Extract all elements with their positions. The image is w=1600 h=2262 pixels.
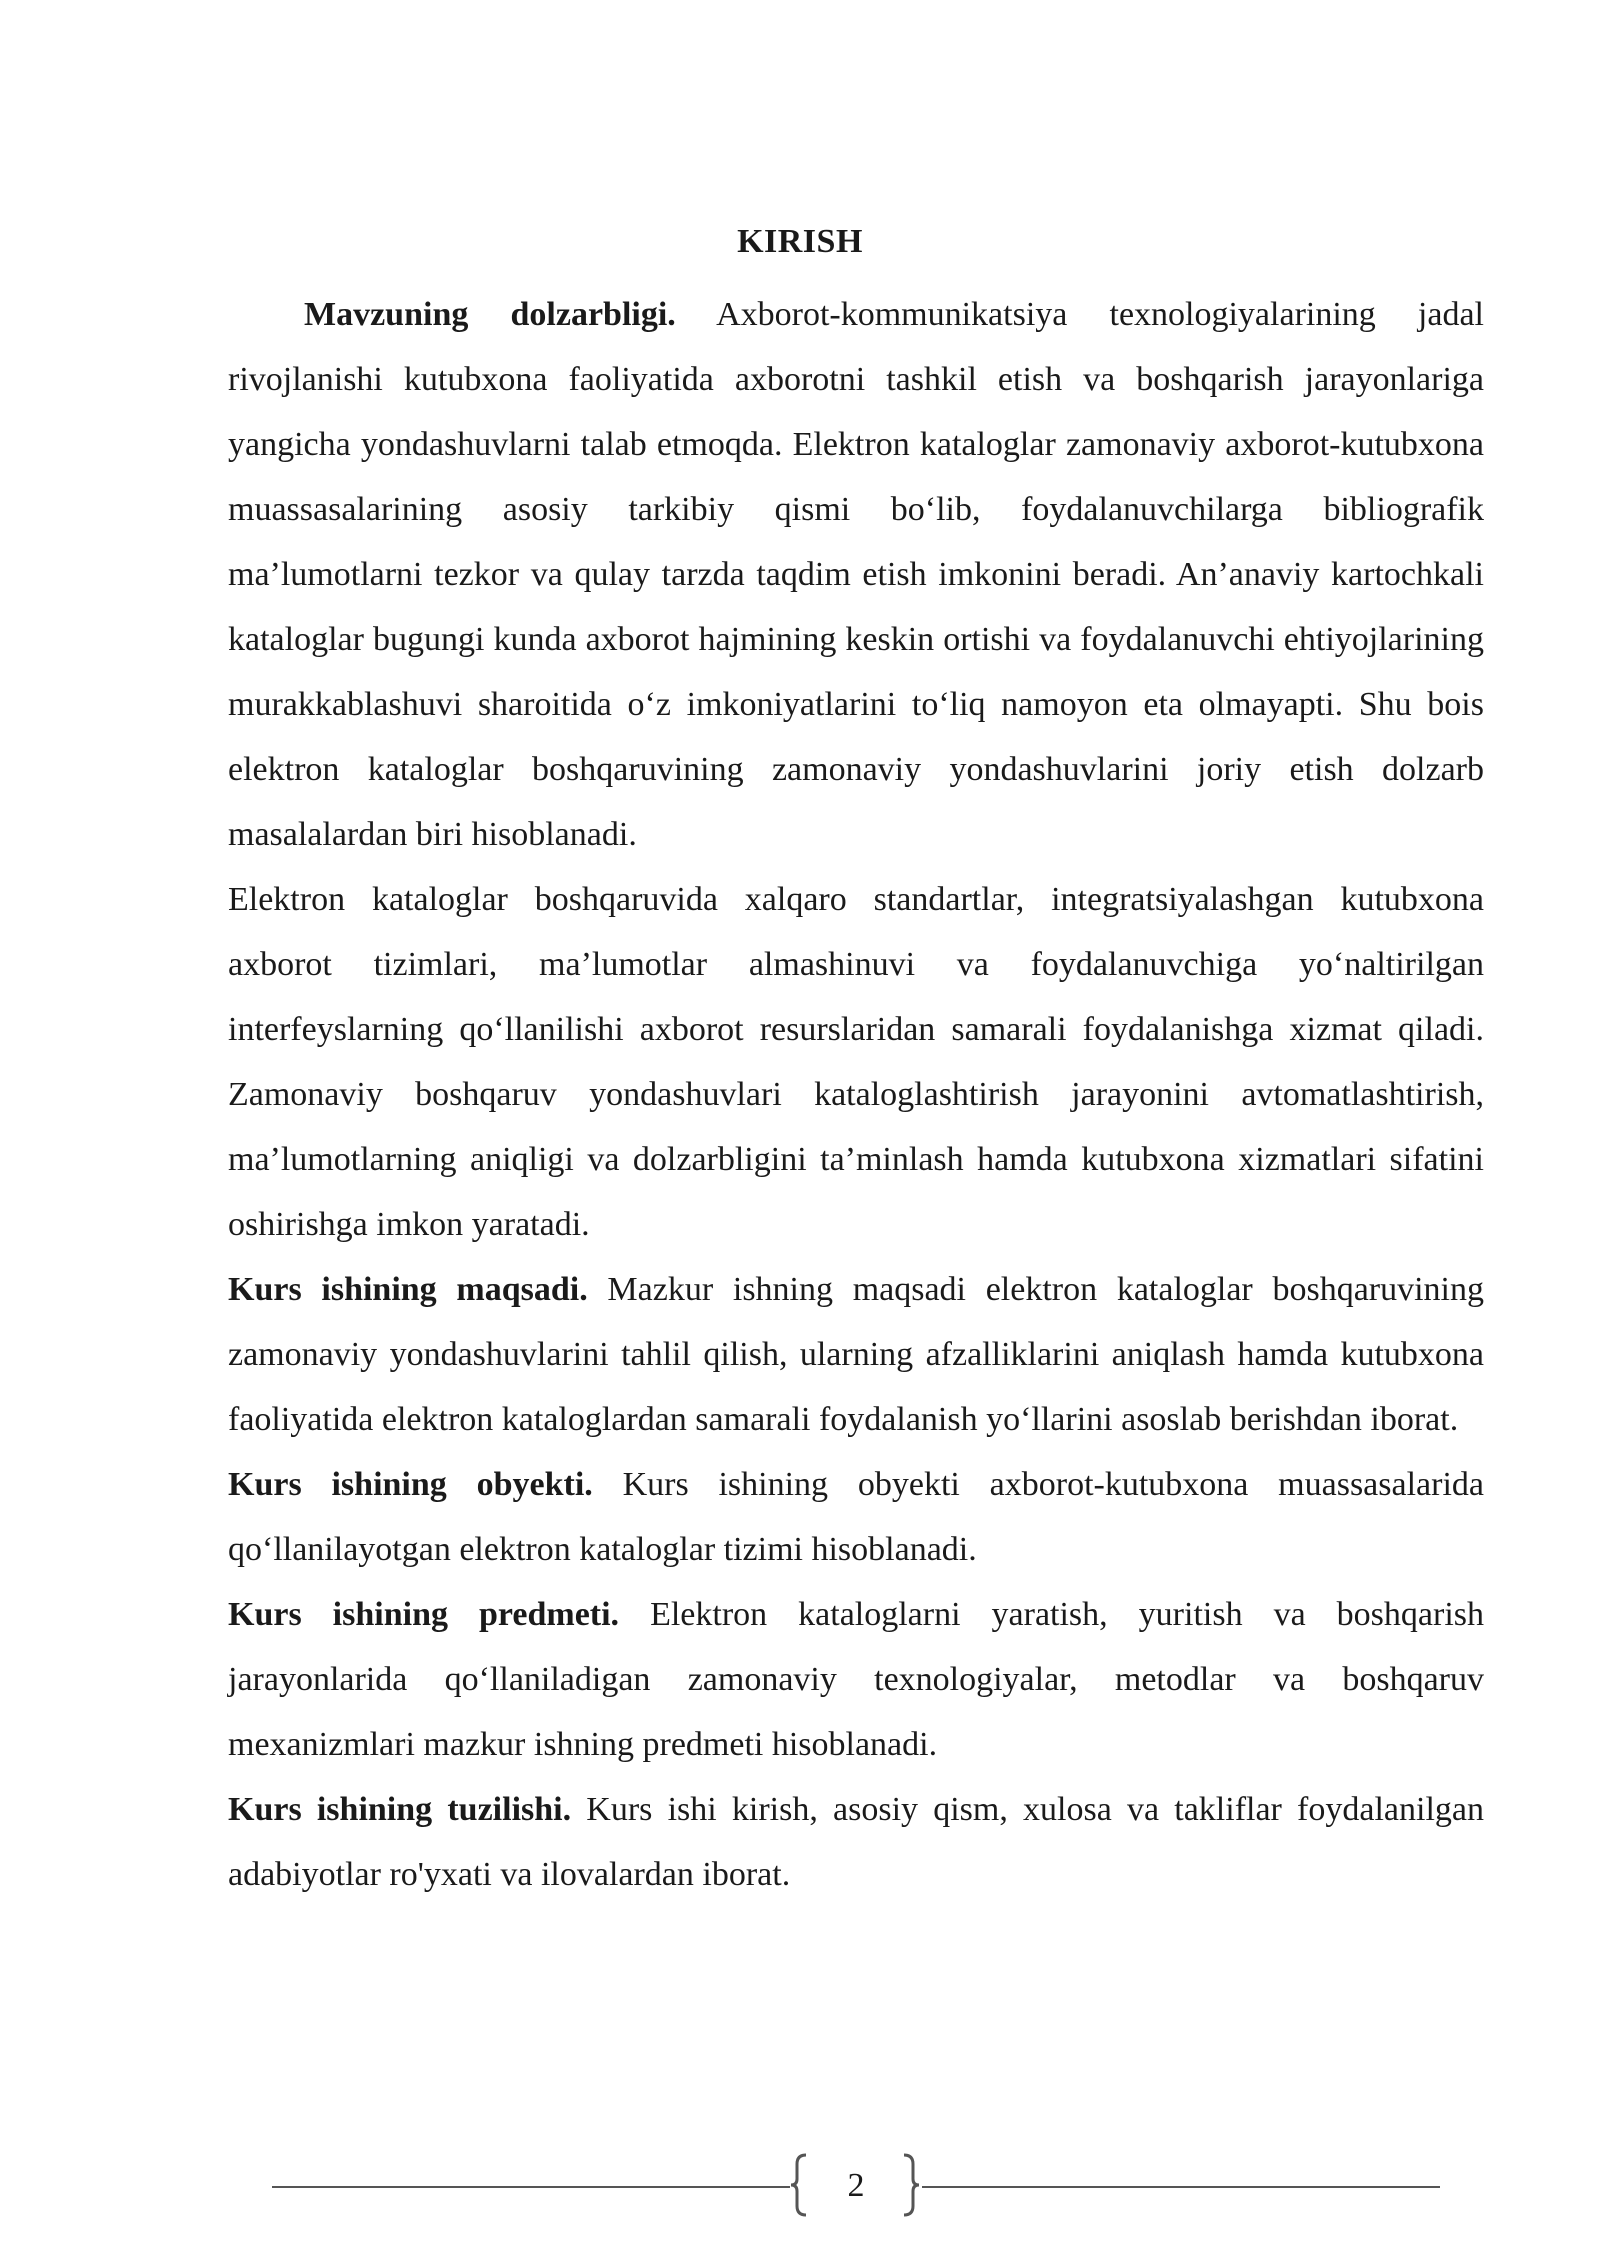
footer-rule-left [272, 2186, 790, 2188]
footer-rule-right [922, 2186, 1440, 2188]
paragraph-lead: Kurs ishining maqsadi. [228, 1271, 588, 1308]
paragraph-text: Elektron kataloglarni yaratish, yuritish va boshqarish jarayonlarida qo‘llaniladigan zamonaviy texnologiyalar, metodlar va boshqaruv mexanizmlari mazkur ishning predmeti hisoblanadi. [228, 1596, 1484, 1763]
paragraph-text: Mazkur ishning maqsadi elektron kataloglar boshqaruvining zamonaviy yondashuvlarini tahlil qilish, ularning afzalliklarini aniqlash hamda kutubxona faoliyatida elektron kataloglardan samarali foydalanish yo‘llarini asoslab berishdan iborat. [228, 1271, 1484, 1438]
page-footer [0, 2152, 1600, 2222]
page-number: 2 [847, 2167, 865, 2204]
paragraph-lead: Kurs ishining tuzilishi. [228, 1791, 572, 1828]
paragraph-standards [228, 867, 1484, 1257]
right-brace-icon [900, 2152, 922, 2218]
paragraph-text: Kurs ishi kirish, asosiy qism, xulosa va takliflar foydalanilgan adabiyotlar ro'yxati va ilovalardan iborat. [228, 1791, 1484, 1893]
paragraph-text: Elektron kataloglar boshqaruvida xalqaro standartlar, integratsiyalashgan kutubxona axborot tizimlari, ma’lumotlar almashinuvi va foydalanuvchiga yo‘naltirilgan interfeyslarning qo‘llanilishi axborot resurslaridan samarali foydalanishga xizmat qiladi. Zamonaviy boshqaruv yondashuvlari kataloglashtirish jarayonini avtomatlashtirish, ma’lumotlarning aniqligi va dolzarbligini ta’minlash hamda kutubxona xizmatlari sifatini oshirishga imkon yaratadi. [228, 881, 1484, 1243]
paragraph-text: Kurs ishining obyekti axborot-kutubxona muassasalarida qo‘llanilayotgan elektron kataloglar tizimi hisoblanadi. [228, 1466, 1484, 1568]
document-body [228, 282, 1484, 1907]
left-brace-icon [788, 2152, 810, 2218]
paragraph-lead: Mavzuning dolzarbligi. [304, 296, 676, 333]
paragraph-relevance [228, 282, 1484, 867]
section-heading: KIRISH [737, 223, 863, 260]
paragraph-lead: Kurs ishining obyekti. [228, 1466, 593, 1503]
paragraph-text: Axborot-kommunikatsiya texnologiyalarining jadal rivojlanishi kutubxona faoliyatida axborotni tashkil etish va boshqarish jarayonlariga yangicha yondashuvlarni talab etmoqda. Elektron kataloglar zamonaviy axborot-kutubxona muassasalarining asosiy tarkibiy qismi bo‘lib, foydalanuvchilarga bibliografik ma’lumotlarni tezkor va qulay tarzda taqdim etish imkonini beradi. An’anaviy kartochkali kataloglar bugungi kunda axborot hajmining keskin ortishi va foydalanuvchi ehtiyojlarining murakkablashuvi sharoitida o‘z imkoniyatlarini to‘liq namoyon eta olmayapti. Shu bois elektron kataloglar boshqaruvining zamonaviy yondashuvlarini joriy etish dolzarb masalalardan biri hisoblanadi. [228, 296, 1485, 853]
paragraph-lead: Kurs ishining predmeti. [228, 1596, 620, 1633]
paragraph-object [228, 1452, 1484, 1582]
paragraph-structure [228, 1777, 1484, 1907]
paragraph-goal [228, 1257, 1484, 1452]
paragraph-subject [228, 1582, 1484, 1777]
